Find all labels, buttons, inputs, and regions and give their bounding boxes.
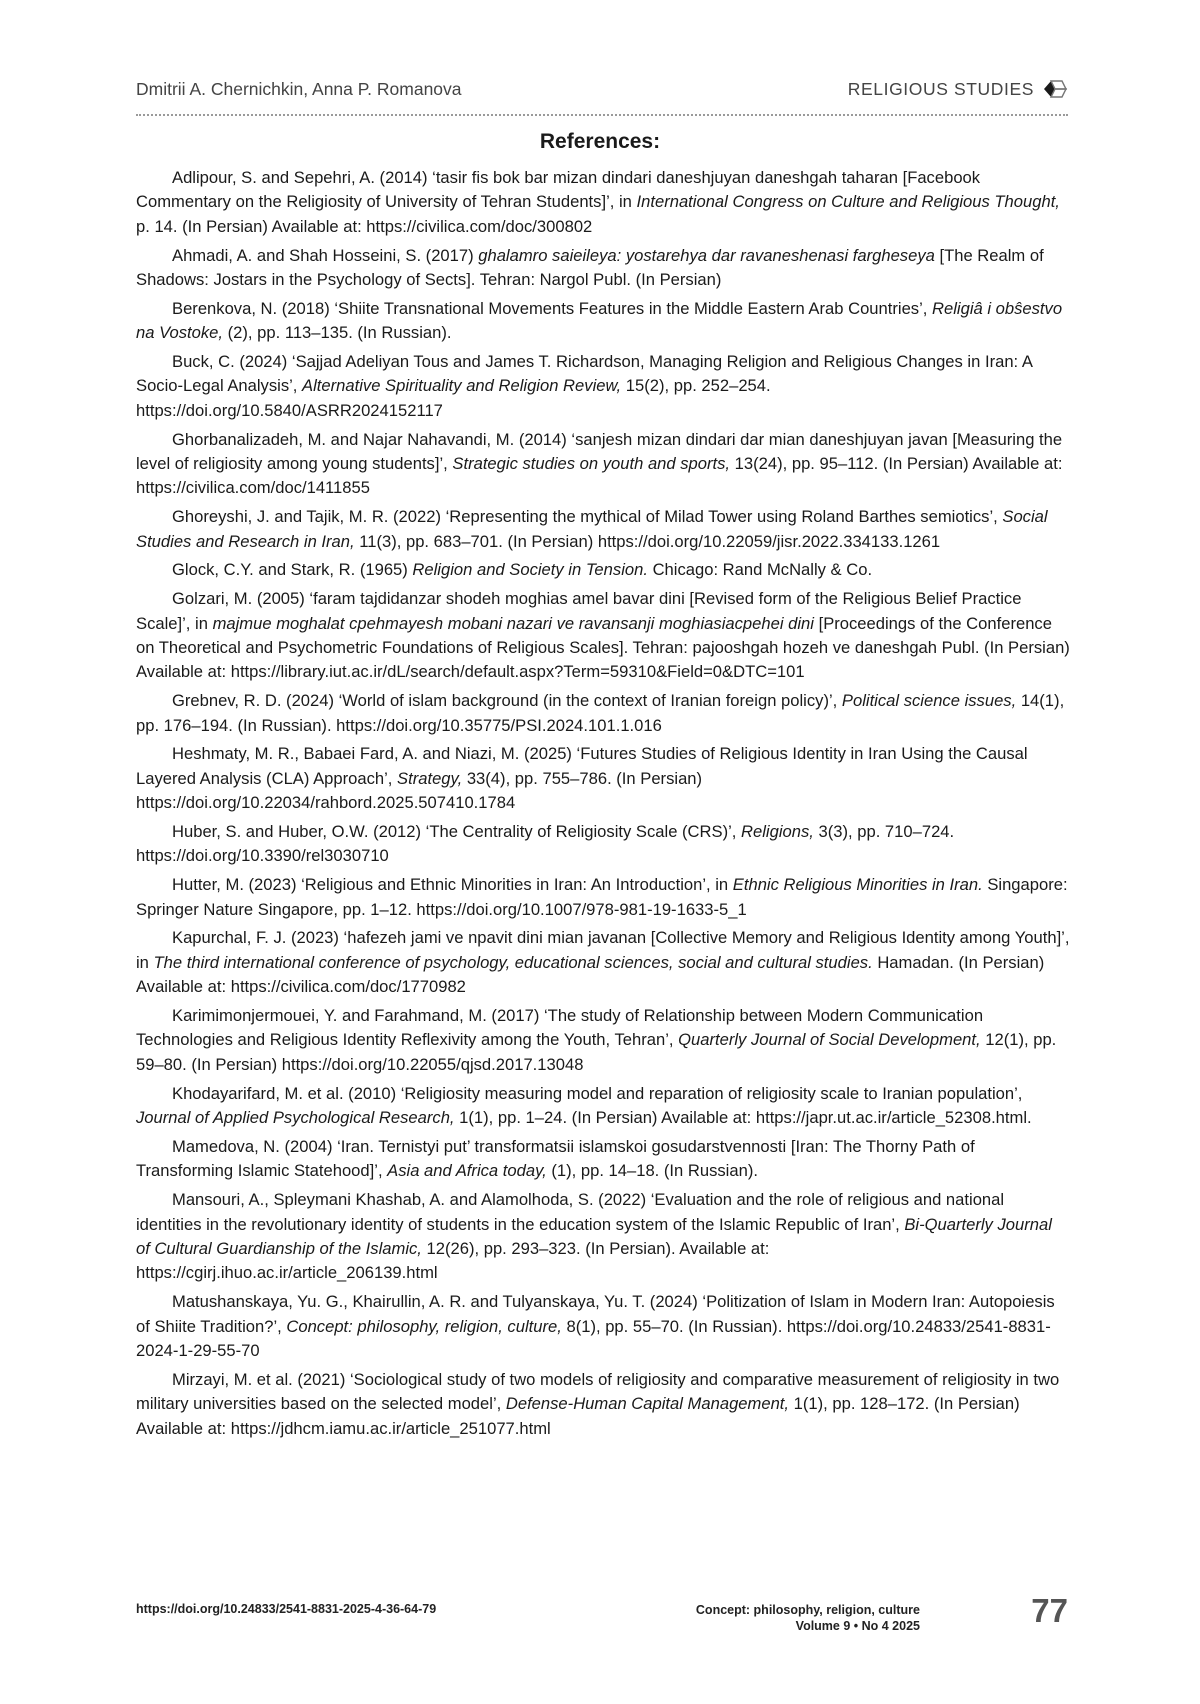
reference-source-title: The third international conference of psychology, educational sciences, social and cultural studies. (153, 952, 873, 972)
reference-text: [Proceedings of the Conference on Theoretical and Psychometric Foundations of Religious Scales]. Tehran: pajooshgah hozeh ve daneshgah Publ. (In Persian) Available at: https://library.iut.ac.ir/dL/search/default.aspx?Term=59310&Field=0&DTC=101 (136, 613, 1070, 682)
reference-source-title: Bi-Quarterly Journal of Cultural Guardianship of the Islamic, (136, 1214, 1052, 1258)
reference-source-title: International Congress on Culture and Religious Thought, (636, 192, 1060, 212)
reference-text: Mirzayi, M. et al. (2021) ‘Sociological study of two models of religiosity and comparative measurement of religiosity in two military universities based on the selected model’, (136, 1369, 1060, 1414)
references-heading: References: (539, 130, 661, 153)
reference-source-title: Religions, (741, 822, 814, 842)
reference-entry (136, 428, 1070, 501)
reference-entry (136, 1082, 1070, 1131)
reference-source-title: Ethnic Religious Minorities in Iran. (732, 875, 983, 895)
footer-volume: Volume 9 • No 4 2025 (795, 1619, 920, 1633)
reference-entry (136, 1188, 1070, 1286)
reference-text: (1), pp. 14–18. (In Russian). (546, 1161, 758, 1181)
reference-text: 1(1), pp. 1–24. (In Persian) Available at: https://japr.ut.ac.ir/article_52308.html. (454, 1108, 1032, 1128)
running-header (136, 74, 1068, 104)
reference-text: 15(2), pp. 252–254. https://doi.org/10.5840/ASRR2024152117 (136, 376, 771, 420)
reference-text: 12(26), pp. 293–323. (In Persian). Available at: https://cgirj.ihuo.ac.ir/article_206139.html (136, 1238, 770, 1283)
reference-text: Matushanskaya, Yu. G., Khairullin, A. R. and Tulyanskaya, Yu. T. (2024) ‘Politization of Islam in Modern Iran: Autopoiesis of Shiite Tradition?’, (136, 1292, 1055, 1336)
reference-text: 12(1), pp. 59–80. (In Persian) https://doi.org/10.22055/qjsd.2017.13048 (136, 1030, 1057, 1074)
reference-entry (136, 1290, 1070, 1363)
reference-source-title: Social Studies and Research in Iran, (136, 507, 1048, 551)
references-list (136, 166, 1070, 1445)
reference-source-title: Journal of Applied Psychological Research, (136, 1108, 455, 1128)
reference-entry (136, 1004, 1070, 1077)
reference-text: 11(3), pp. 683–701. (In Persian) https://doi.org/10.22059/jisr.2022.334133.1261 (354, 531, 941, 551)
reference-text: 3(3), pp. 710–724. https://doi.org/10.3390/rel3030710 (136, 822, 955, 866)
reference-text: Glock, C.Y. and Stark, R. (1965) (172, 560, 413, 580)
reference-source-title: Concept: philosophy, religion, culture, (286, 1316, 562, 1336)
reference-entry (136, 558, 1070, 582)
reference-text: Mansouri, A., Spleymani Khashab, A. and Alamolhoda, S. (2022) ‘Evaluation and the role of religious and national identities in the revolutionary identity of students in the education system of the Islamic Republic of Iran’, (136, 1190, 1005, 1234)
reference-source-title: ghalamro saieileya: yostarehya dar ravaneshenasi fargheseya (478, 245, 935, 265)
reference-source-title: Defense-Human Capital Management, (505, 1394, 790, 1414)
reference-text: 13(24), pp. 95–112. (In Persian) Available at: https://civilica.com/doc/1411855 (136, 454, 1063, 498)
reference-entry (136, 166, 1070, 239)
header-authors: Dmitrii A. Chernichkin, Anna P. Romanova (136, 78, 462, 99)
reference-source-title: Strategy, (397, 768, 463, 788)
reference-source-title: Asia and Africa today, (387, 1161, 547, 1181)
reference-entry (136, 244, 1070, 293)
reference-text: 1(1), pp. 128–172. (In Persian) Available at: https://jdhcm.iamu.ac.ir/article_251077.html (136, 1394, 1020, 1438)
reference-entry (136, 350, 1070, 423)
page-footer (136, 1592, 1068, 1644)
reference-text: Heshmaty, M. R., Babaei Fard, A. and Niazi, M. (2025) ‘Futures Studies of Religious Identity in Iran Using the Causal Layered Analysis (CLA) Approach’, (136, 744, 1028, 788)
reference-source-title: Strategic studies on youth and sports, (452, 454, 731, 474)
reference-text: Kapurchal, F. J. (2023) ‘hafezeh jami ve npavit dini mian javanan [Collective Memory and Religious Identity among Youth]’, in (136, 928, 1070, 972)
reference-text: (2), pp. 113–135. (In Russian). (223, 323, 452, 343)
header-divider (136, 114, 1068, 116)
reference-source-title: Religiâ i obŝestvo na Vostoke, (136, 298, 1063, 343)
reference-entry (136, 1135, 1070, 1184)
reference-text: Ghorbanalizadeh, M. and Najar Nahavandi, M. (2014) ‘sanjesh mizan dindari dar mian daneshjuyan javan [Measuring the level of religiosity among young students]’, (136, 429, 1063, 474)
reference-text: Chicago: Rand McNally & Co. (647, 560, 873, 580)
reference-text: Hamadan. (In Persian) Available at: https://civilica.com/doc/1770982 (136, 952, 1045, 997)
reference-source-title: majmue moghalat cpehmayesh mobani nazari ve ravansanji moghiasiacpehei dini (212, 613, 814, 633)
header-section: RELIGIOUS STUDIES (847, 78, 1034, 99)
reference-text: Huber, S. and Huber, O.W. (2012) ‘The Centrality of Religiosity Scale (CRS)’, (172, 822, 742, 842)
reference-text: Hutter, M. (2023) ‘Religious and Ethnic Minorities in Iran: An Introduction’, in (172, 875, 733, 895)
reference-text: 33(4), pp. 755–786. (In Persian) https://doi.org/10.22034/rahbord.2025.507410.1784 (136, 768, 703, 813)
reference-text: Golzari, M. (2005) ‘faram tajdidanzar shodeh moghias amel bavar dini [Revised form of the Religious Belief Practice Scale]’, in (136, 589, 1022, 633)
reference-source-title: Religion and Society in Tension. (412, 560, 648, 580)
footer-journal-name: Concept: philosophy, religion, culture (695, 1603, 920, 1617)
reference-text: Khodayarifard, M. et al. (2010) ‘Religiosity measuring model and reparation of religiosity scale to Iranian population’, (172, 1083, 1023, 1103)
reference-source-title: Political science issues, (841, 691, 1017, 711)
reference-text: Adlipour, S. and Sepehri, A. (2014) ‘tasir fis bok bar mizan dindari daneshjuyan daneshgah taharan [Facebook Commentary on the Religiosity of University of Tehran Students]’, in (136, 168, 981, 212)
reference-text: Berenkova, N. (2018) ‘Shiite Transnational Movements Features in the Middle Eastern Arab Countries’, (172, 298, 933, 318)
reference-entry (136, 742, 1070, 815)
reference-text: [The Realm of Shadows: Jostars in the Psychology of Sects]. Tehran: Nargol Publ. (In Persian) (136, 245, 1044, 290)
footer-journal-info (680, 1602, 920, 1634)
reference-entry (136, 926, 1070, 999)
reference-entry (136, 820, 1070, 869)
reference-text: Singapore: Springer Nature Singapore, pp. 1–12. https://doi.org/10.1007/978-981-19-1633-5_1 (136, 875, 1068, 919)
reference-entry (136, 297, 1070, 346)
page-number: 77 (1031, 1592, 1068, 1629)
reference-text: Buck, C. (2024) ‘Sajjad Adeliyan Tous and James T. Richardson, Managing Religion and Religious Changes in Iran: A Socio-Legal Analysis’, (136, 352, 1033, 396)
reference-text: Grebnev, R. D. (2024) ‘World of islam background (in the context of Iranian foreign policy)’, (172, 691, 842, 711)
header-section-group (848, 78, 1068, 100)
reference-text: Ghoreyshi, J. and Tajik, M. R. (2022) ‘Representing the mythical of Milad Tower using Roland Barthes semiotics’, (172, 507, 1003, 527)
reference-text: 8(1), pp. 55–70. (In Russian). https://doi.org/10.24833/2541-8831-2024-1-29-55-70 (136, 1316, 1051, 1360)
reference-entry (136, 587, 1070, 685)
reference-text: Mamedova, N. (2004) ‘Iran. Ternistyi put’ transformatsii islamskoi gosudarstvennosti [Iran: The Thorny Path of Transforming Islamic Statehood]’, (136, 1136, 975, 1181)
book-icon (1042, 78, 1068, 100)
reference-source-title: Quarterly Journal of Social Development, (678, 1030, 981, 1050)
reference-text: Ahmadi, A. and Shah Hosseini, S. (2017) (172, 245, 479, 265)
reference-entry (136, 689, 1070, 738)
footer-doi: https://doi.org/10.24833/2541-8831-2025-4-36-64-79 (136, 1602, 437, 1616)
reference-source-title: Alternative Spirituality and Religion Review, (302, 376, 622, 396)
reference-text: p. 14. (In Persian) Available at: https://civilica.com/doc/300802 (136, 216, 593, 236)
reference-text: Karimimonjermouei, Y. and Farahmand, M. (2017) ‘The study of Relationship between Modern Communication Technologies and Religious Identity Reflexivity among the Youth, Tehran’, (136, 1006, 984, 1050)
reference-entry (136, 1368, 1070, 1441)
reference-entry (136, 505, 1070, 554)
reference-entry (136, 873, 1070, 922)
reference-text: 14(1), pp. 176–194. (In Russian). https://doi.org/10.35775/PSI.2024.101.1.016 (136, 691, 1065, 735)
